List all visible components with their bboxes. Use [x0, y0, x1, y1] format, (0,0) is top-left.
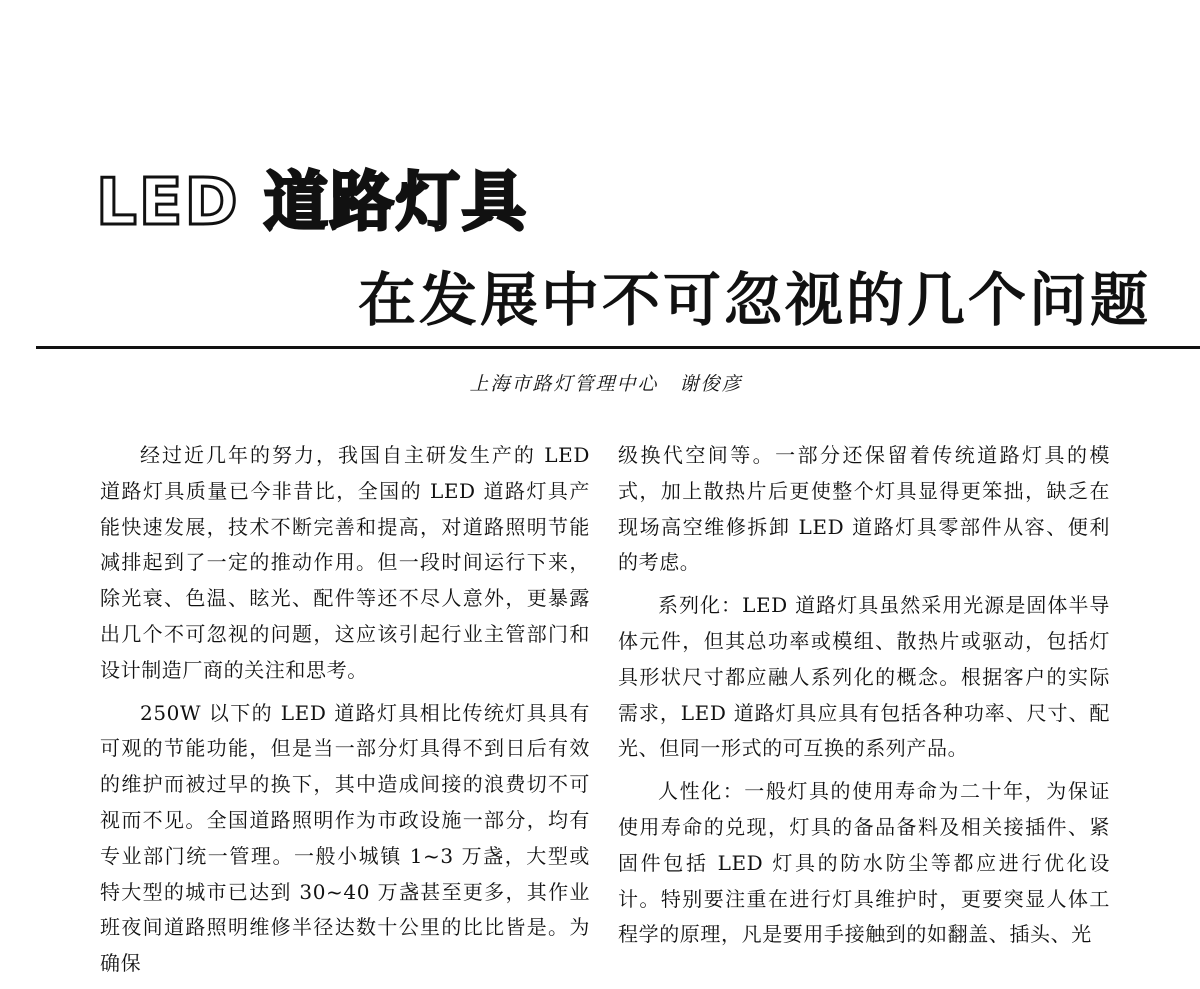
paragraph: 经过近几年的努力，我国自主研发生产的 LED 道路灯具质量已今非昔比，全国的 LED 道路灯具产能快速发展，技术不断完善和提高，对道路照明节能减排起到了一定的推动作用。但一段时间运行下来，除光衰、色温、眩光、配件等还不尽人意外，更暴露出几个不可忽视的问题，这应该引起行业主管部门和设计制造厂商的关注和思考。 — [100, 443, 590, 682]
right-column — [618, 438, 1110, 960]
paragraph: 系列化：LED 道路灯具虽然采用光源是固体半导体元件，但其总功率或模组、散热片或驱动，包括灯具形状尺寸都应融人系列化的概念。根据客户的实际需求，LED 道路灯具应具有包括各种功率、尺寸、配光、但同一形式的可互换的系列产品。 — [618, 593, 1110, 761]
paragraph: 250W 以下的 LED 道路灯具相比传统灯具具有可观的节能功能，但是当一部分灯具得不到日后有效的维护而被过早的换下，其中造成间接的浪费切不可视而不见。全国道路照明作为市政设施一部分，均有专业部门统一管理。一般小城镇 1~3 万盏，大型或特大型的城市已达到 30~40 万盏甚至更多，其作业班夜间道路照明维修半径达数十公里的比比皆是。为确保 — [100, 700, 590, 976]
left-column — [100, 438, 590, 989]
article-title-main: LED 道路灯具 — [96, 166, 528, 240]
author-byline: 上海市路灯管理中心 谢俊彦 — [469, 373, 743, 395]
paragraph-continued: 级换代空间等。一部分还保留着传统道路灯具的模式，加上散热片后更使整个灯具显得更笨拙，缺乏在现场高空维修拆卸 LED 道路灯具零部件从容、便利的考虑。 — [618, 443, 1110, 575]
article-title-sub: 在发展中不可忽视的几个问题 — [358, 266, 1152, 334]
title-divider — [36, 346, 1200, 349]
paragraph: 人性化：一般灯具的使用寿命为二十年，为保证使用寿命的兑现，灯具的备品备料及相关接插件、紧固件包括 LED 灯具的防水防尘等都应进行优化设计。特别要注重在进行灯具维护时，更要突显人体工程学的原理，凡是要用手接触到的如翻盖、插头、光 — [618, 779, 1110, 947]
